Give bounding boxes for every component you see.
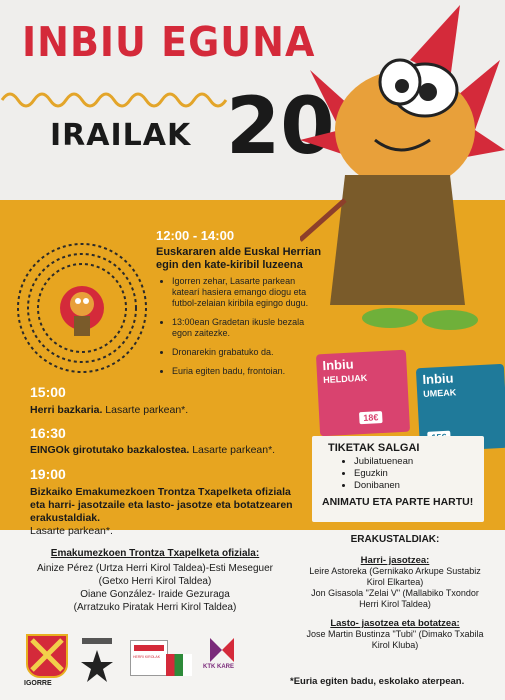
trontza-line: (Getxo Herri Kirol Taldea): [98, 576, 212, 587]
lasto-line: Jose Martin Bustinza "Tubi" (Dimako Txabila: [306, 629, 484, 639]
harri-line: Jon Gisasola "Zelai V" (Mallabiko Txondor: [311, 588, 479, 598]
ticket-place: • Jubilatuenean: [354, 456, 484, 468]
event2-bold: Herri bazkaria.: [30, 404, 103, 416]
event3-rest: Lasarte parkean*.: [189, 444, 276, 456]
ticket-sales-box: [312, 436, 484, 522]
erakustaldiak-heading: ERAKUSTALDIAK:: [350, 534, 440, 545]
lasto-line: Kirol Kluba): [371, 640, 419, 650]
event4-rest: Lasarte parkean*.: [30, 525, 113, 537]
event2-text: [30, 404, 188, 417]
mascot-illustration: [300, 0, 505, 335]
ticket-card-brand: Inbiu: [322, 356, 354, 374]
harri-heading: Harri- jasotzea:: [360, 555, 430, 566]
ktk-kare-logo: [206, 634, 238, 664]
event1-bullet: • 13:00ean Gradetan ikusle bezala egon zaitezke.: [172, 317, 324, 339]
igorre-label: IGORRE: [24, 680, 52, 687]
event1-bullet: • Dronarekin grabatuko da.: [172, 347, 324, 358]
title-line1: INBIU EGUNA: [22, 18, 316, 66]
harri-line: Leire Astoreka (Gernikako Arkupe Sustabiz: [309, 566, 481, 576]
event1-bullet: • Euria egiten badu, frontoian.: [172, 366, 324, 377]
shield-cross-icon: [28, 636, 66, 676]
ticket-place: • Donibanen: [354, 480, 484, 492]
event3-bold: EINGOk girotutako bazkalostea.: [30, 444, 190, 456]
igorre-shield-logo: [26, 634, 68, 678]
ktk-kare-label: KTK KARE: [203, 664, 234, 670]
ticket-card-price: 18€: [359, 411, 383, 424]
trontza-line: Oiane González- Iraide Gezuraga: [80, 589, 230, 600]
event4-text: [30, 486, 305, 538]
erakustaldiak-section: [295, 534, 495, 651]
event1-heading: Euskararen alde Euskal Herrian egin den kate-kiribil luzeena: [156, 246, 322, 271]
trontza-heading: Emakumezkoen Trontza Txapelketa ofiziala:: [50, 548, 260, 559]
event2-rest: Lasarte parkean*.: [102, 404, 189, 416]
human-chain-emblem: [12, 238, 152, 378]
wave-decoration: [0, 78, 240, 118]
event1-bullets: [158, 276, 324, 385]
ticket-card-label: UMEAK: [422, 387, 457, 400]
event3-time: 16:30: [30, 425, 66, 441]
ticket-places: [312, 456, 484, 492]
star-logo: [80, 636, 114, 686]
trontza-section: [20, 548, 290, 614]
title-month: IRAILAK: [50, 118, 192, 153]
ticket-sales-heading: TIKETAK SALGAI: [328, 442, 420, 454]
ticket-cta: ANIMATU ETA PARTE HARTU!: [322, 496, 474, 508]
federation-logo: [130, 640, 168, 676]
rain-note: *Euria egiten badu, eskolako aterpean.: [290, 676, 465, 687]
harri-line: Herri Kirol Taldea): [359, 599, 431, 609]
title-day: 20: [226, 82, 335, 172]
ticket-place: • Eguzkin: [354, 468, 484, 480]
logo-stripe: [134, 645, 164, 651]
ticket-card-brand: Inbiu: [422, 370, 454, 388]
event1-bullet: • Igorren zehar, Lasarte parkean katearí hasiera emango diogu eta futbol-zelaian kiribila egingo dugu.: [172, 276, 324, 309]
ticket-card-adults: [316, 350, 410, 437]
event1-time: 12:00 - 14:00: [156, 228, 235, 243]
trontza-line: (Arratzuko Piratak Herri Kirol Taldea): [73, 602, 237, 613]
event4-bold: Bizkaiko Emakumezkoen Trontza Txapelketa ofiziala eta harri- jasotzaile eta lasto- jasotze eta botatzearen erakustaldiak.: [30, 486, 293, 524]
ticket-card-label: HELDUAK: [323, 372, 368, 386]
ikurrina-logo: [166, 654, 192, 676]
event2-time: 15:00: [30, 384, 66, 400]
event3-text: [30, 444, 275, 457]
trontza-line: Ainize Pérez (Urtza Herri Kirol Taldea)-Esti Meseguer: [36, 563, 273, 574]
harri-line: Kirol Elkartea): [366, 577, 424, 587]
federation-text: HERRI KIROLAK: [133, 655, 161, 659]
event4-time: 19:00: [30, 466, 66, 482]
lasto-heading: Lasto- jasotzea eta botatzea:: [330, 618, 460, 629]
